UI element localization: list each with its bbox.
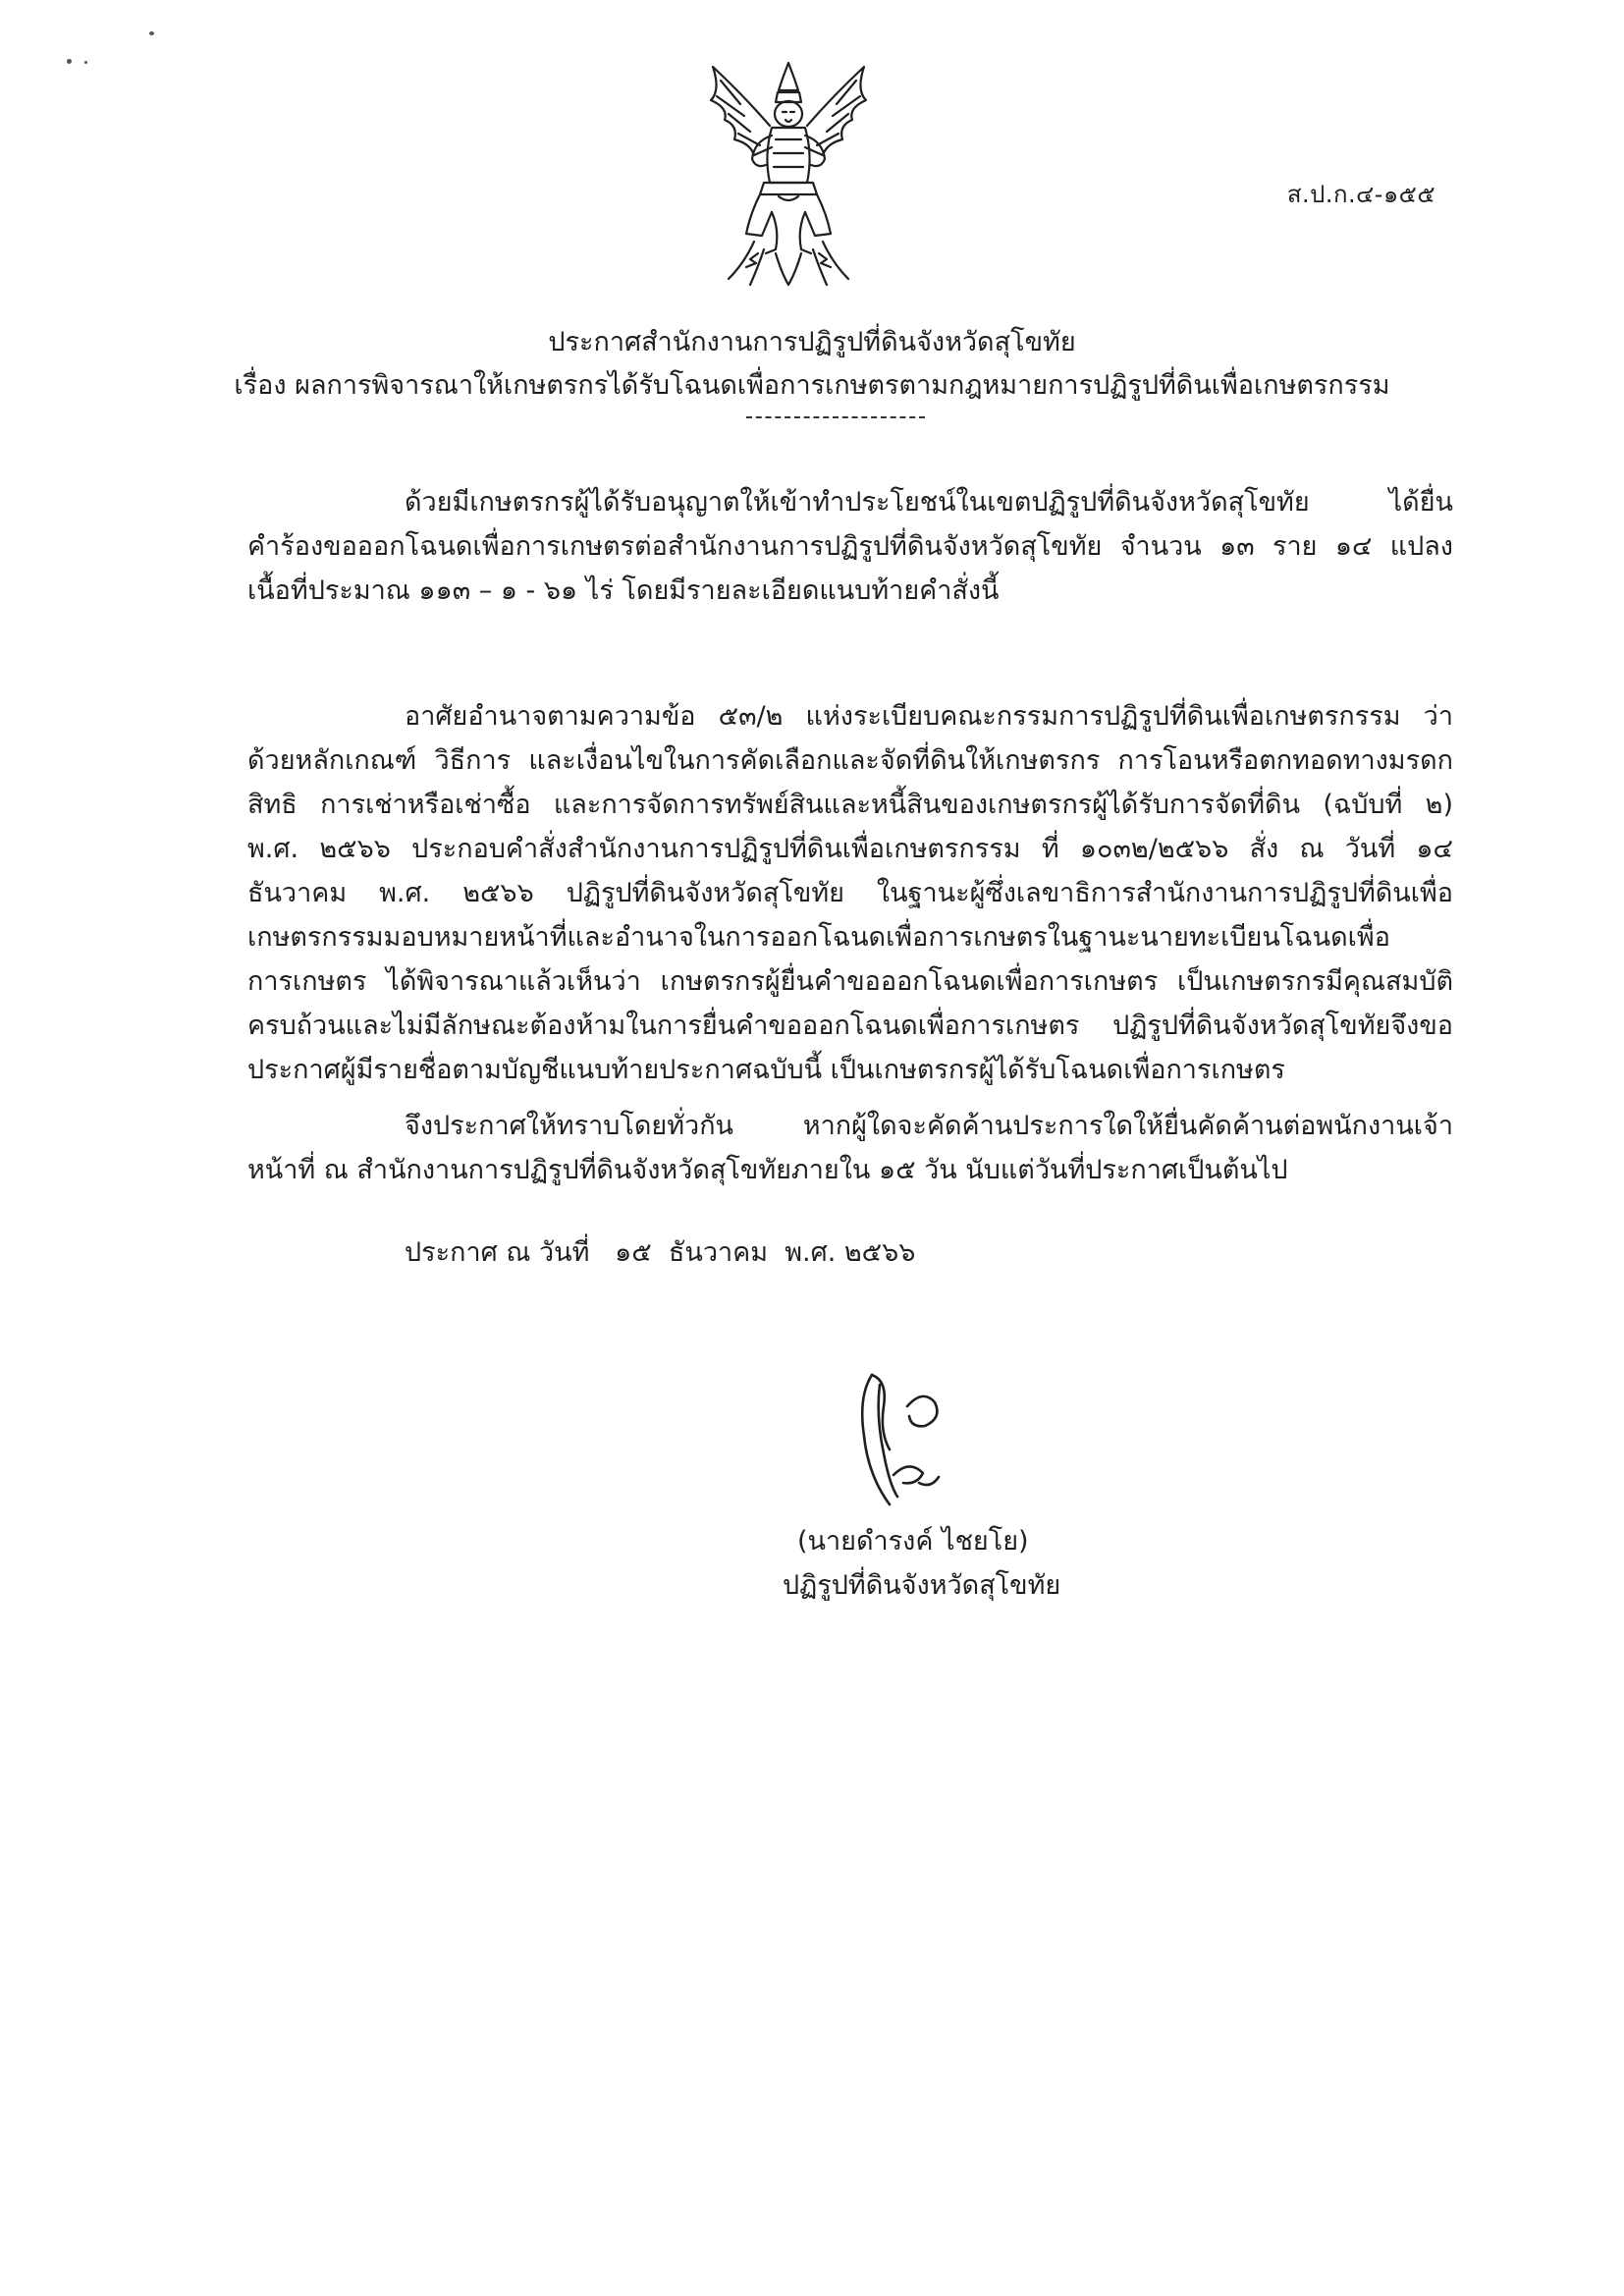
body-paragraph-1: ด้วยมีเกษตรกรผู้ได้รับอนุญาตให้เข้าทำประโยชน์ในเขตปฏิรูปที่ดินจังหวัดสุโขทัย ได้ยื่นคำร้องขอออกโฉนดเพื่อการเกษตรต่อสำนักงานการปฏิรูปที่ดินจังหวัดสุโขทัย จำนวน ๑๓ ราย ๑๔ แปลง เนื้อที่ประมาณ ๑๑๓ – ๑ - ๖๑ ไร่ โดยมีรายละเอียดแนบท้ายคำสั่งนี้ bbox=[247, 487, 1453, 606]
scan-speck bbox=[84, 61, 87, 64]
signer-position: ปฏิรูปที่ดินจังหวัดสุโขทัย bbox=[783, 1570, 1061, 1601]
scan-speck bbox=[149, 31, 154, 35]
announcement-title: ประกาศสำนักงานการปฏิรูปที่ดินจังหวัดสุโขทัย bbox=[548, 327, 1076, 357]
body-paragraph-2: อาศัยอำนาจตามความข้อ ๕๓/๒ แห่งระเบียบคณะกรรมการปฏิรูปที่ดินเพื่อเกษตรกรรม ว่าด้วยหลักเกณฑ์ วิธีการ และเงื่อนไขในการคัดเลือกและจัดที่ดินให้เกษตรกร การโอนหรือตกทอดทางมรดกสิทธิ การเช่าหรือเช่าซื้อ และการจัดการทรัพย์สินและหนี้สินของเกษตรกรผู้ได้รับการจัดที่ดิน (ฉบับที่ ๒) พ.ศ. ๒๕๖๖ ประกอบคำสั่งสำนักงานการปฏิรูปที่ดินเพื่อเกษตรกรรม ที่ ๑๐๓๒/๒๕๖๖ สั่ง ณ วันที่ ๑๔ ธันวาคม พ.ศ. ๒๕๖๖ ปฏิรูปที่ดินจังหวัดสุโขทัย ในฐานะผู้ซึ่งเลขาธิการสำนักงานการปฏิรูปที่ดินเพื่อเกษตรกรรมมอบหมายหน้าที่และอำนาจในการออกโฉนดเพื่อการเกษตรในฐานะนายทะเบียนโฉนดเพื่อการเกษตร ได้พิจารณาแล้วเห็นว่า เกษตรกรผู้ยื่นคำขอออกโฉนดเพื่อการเกษตร เป็นเกษตรกรมีคุณสมบัติครบถ้วนและไม่มีลักษณะต้องห้ามในการยื่นคำขอออกโฉนดเพื่อการเกษตร ปฏิรูปที่ดินจังหวัดสุโขทัยจึงขอประกาศผู้มีรายชื่อตามบัญชีแนบท้ายประกาศฉบับนี้ เป็นเกษตรกรผู้ได้รับโฉนดเพื่อการเกษตร bbox=[247, 701, 1453, 1085]
title-separator bbox=[746, 416, 925, 418]
garuda-emblem-icon bbox=[685, 57, 892, 293]
document-code: ส.ป.ก.๔-๑๕๕ bbox=[1286, 181, 1435, 208]
signer-name: (นายดำรงค์ ไชยโย) bbox=[797, 1526, 1029, 1557]
body-paragraph-3: จึงประกาศให้ทราบโดยทั่วกัน หากผู้ใดจะคัดค้านประการใดให้ยื่นคัดค้านต่อพนักงานเจ้าหน้าที่ ณ สำนักงานการปฏิรูปที่ดินจังหวัดสุโขทัยภายใน ๑๕ วัน นับแต่วันที่ประกาศเป็นต้นไป bbox=[247, 1111, 1453, 1185]
handwritten-signature bbox=[850, 1367, 968, 1514]
announcement-subject: เรื่อง ผลการพิจารณาให้เกษตรกรได้รับโฉนดเพื่อการเกษตรตามกฎหมายการปฏิรูปที่ดินเพื่อเกษตรกรรม bbox=[234, 370, 1390, 401]
announcement-date: ประกาศ ณ วันที่ ๑๕ ธันวาคม พ.ศ. ๒๕๖๖ bbox=[405, 1237, 916, 1268]
scan-speck bbox=[67, 59, 72, 64]
